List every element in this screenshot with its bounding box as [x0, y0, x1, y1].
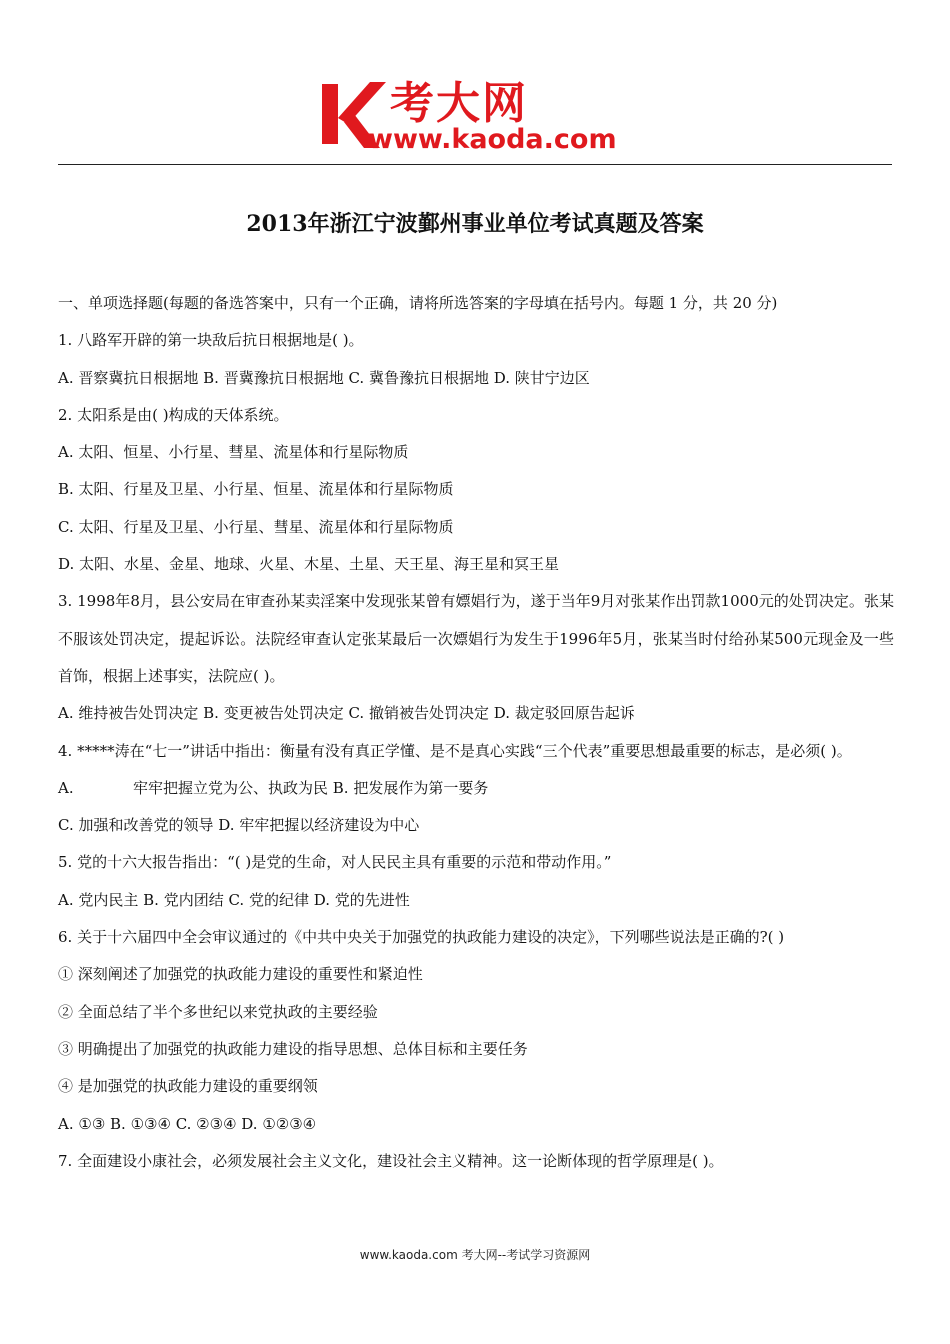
question-6-statement-2: ② 全面总结了半个多世纪以来党执政的主要经验: [58, 1002, 378, 1021]
question-2-option-d: D. 太阳、水星、金星、地球、火星、木星、土星、天王星、海王星和冥王星: [58, 555, 560, 574]
question-body: [58, 285, 894, 1180]
page-title: 2013年浙江宁波鄞州事业单位考试真题及答案: [246, 211, 704, 237]
question-1: 1. 八路军开辟的第一块敌后抗日根据地是( )。: [58, 331, 364, 350]
question-5-options: A. 党内民主 B. 党内团结 C. 党的纪律 D. 党的先进性: [58, 890, 410, 909]
question-4-options-cd: C. 加强和改善党的领导 D. 牢牢把握以经济建设为中心: [58, 816, 420, 835]
question-6-statement-1: ① 深刻阐述了加强党的执政能力建设的重要性和紧迫性: [58, 965, 423, 984]
question-2-option-a: A. 太阳、恒星、小行星、彗星、流星体和行星际物质: [58, 443, 409, 462]
header-divider: [58, 164, 892, 165]
question-6-statement-3: ③ 明确提出了加强党的执政能力建设的指导思想、总体目标和主要任务: [58, 1039, 528, 1058]
kaoda-logo: [318, 78, 648, 160]
question-3: 3. 1998年8月，县公安局在审查孙某卖淫案中发现张某曾有嫖娼行为，遂于当年9月对张某作出罚款1000元的处罚决定。张某不服该处罚决定，提起诉讼。法院经审查认定张某最后一次嫖娼行为发生于1996年5月，张某当时付给孙某500元现金及一些首饰，根据上述事实，法院应( )。: [58, 592, 894, 685]
question-1-options: A. 晋察冀抗日根据地 B. 晋冀豫抗日根据地 C. 冀鲁豫抗日根据地 D. 陕甘宁边区: [58, 368, 590, 387]
question-2-option-b: B. 太阳、行星及卫星、小行星、恒星、流星体和行星际物质: [58, 480, 454, 499]
question-4-options-ab: [58, 770, 894, 807]
logo-url-text: www.kaoda.com: [368, 124, 617, 155]
section-heading: 一、单项选择题(每题的备选答案中，只有一个正确，请将所选答案的字母填在括号内。每题 1 分，共 20 分): [58, 294, 778, 312]
page-footer: www.kaoda.com 考大网--考试学习资源网: [359, 1248, 591, 1262]
question-2-option-c: C. 太阳、行星及卫星、小行星、彗星、流星体和行星际物质: [58, 517, 454, 536]
question-3-options: A. 维持被告处罚决定 B. 变更被告处罚决定 C. 撤销被告处罚决定 D. 裁定驳回原告起诉: [58, 704, 635, 723]
question-6-options: A. ①③ B. ①③④ C. ②③④ D. ①②③④: [58, 1114, 317, 1133]
question-4: 4. *****涛在“七一”讲话中指出：衡量有没有真正学懂、是不是真心实践“三个代表”重要思想最重要的标志，是必须( )。: [58, 741, 852, 760]
question-2: 2. 太阳系是由( )构成的天体系统。: [58, 405, 289, 424]
question-7: 7. 全面建设小康社会，必须发展社会主义文化，建设社会主义精神。这一论断体现的哲学原理是( )。: [58, 1151, 724, 1170]
question-6-statement-4: ④ 是加强党的执政能力建设的重要纲领: [58, 1077, 318, 1096]
option-a-prefix: A.: [58, 778, 74, 797]
question-5: 5. 党的十六大报告指出：“( )是党的生命，对人民民主具有重要的示范和带动作用。”: [58, 853, 612, 872]
logo-brand-text: 考大网: [390, 78, 528, 129]
question-6: 6. 关于十六届四中全会审议通过的《中共中央关于加强党的执政能力建设的决定》，下列哪些说法是正确的?( ): [58, 928, 785, 947]
question-4-options-ab-text: 牢牢把握立党为公、执政为民 B. 把发展作为第一要务: [133, 778, 489, 797]
